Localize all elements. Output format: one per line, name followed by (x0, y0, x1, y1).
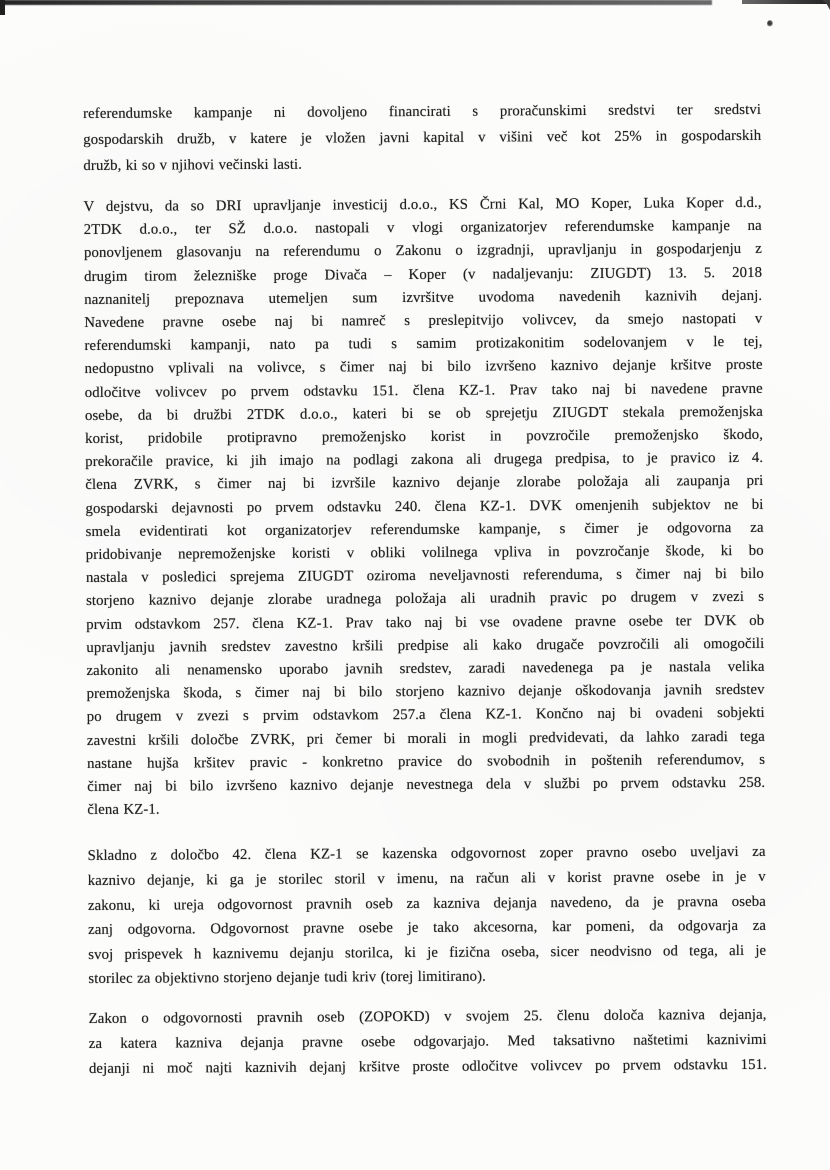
text-line: drugim tirom železniške proge Divača – Koper (v nadaljevanju: ZIUGDT) 13. 5. 2018 (84, 264, 763, 285)
text-line: prvim odstavkom 257. člena KZ-1. Prav tako naj bi vse ovadene pravne osebe ter DVK ob (86, 612, 765, 633)
text-line: referendumski kampanji, nato pa tudi s samim protizakonitim sodelovanjem v le tej, (84, 334, 763, 355)
text-line: za katera kazniva dejanja pravne osebe odgovarjajo. Med taksativno naštetimi kaznivimi (88, 1031, 767, 1053)
paragraph (89, 1003, 767, 1082)
text-line: ponovljenem glasovanju na referendumu o Zakonu o izgradnji, upravljanju in gospodarjenju z (83, 241, 762, 262)
text-line: gospodarskih družb, v katere je vložen javni kapital v višini več kot 25% in gospodarskih (83, 127, 762, 148)
text-line: V dejstvu, da so DRI upravljanje investicij d.o.o., KS Črni Kal, MO Koper, Luka Koper d.d., (83, 194, 762, 215)
text-line: zanj odgovorna. Odgovornost pravne osebe je tako akcesorna, kar pomeni, da odgovarja za (88, 918, 767, 939)
text-line: zakonito ali nenamensko uporabo javnih sredstev, zaradi navedenega pa je nastala velika (86, 658, 765, 680)
scan-speck-artifact (767, 20, 773, 27)
text-line: naznanitelj prepoznava utemeljen sum izvršitve uvodoma navedenih kaznivih dejanj. (84, 287, 763, 308)
text-line: člena ZVRK, s čimer naj bi izvršile kaznivo dejanje zlorabe položaja ali zaupanja pri (85, 473, 764, 494)
text-line: prekoračile pravice, ki jih imajo na podlagi zakona ali drugega predpisa, to je pravico iz 4. (85, 450, 764, 471)
paragraph (83, 97, 761, 179)
text-line: dejanji ni moč najti kaznivih dejanj kršitve proste odločitve volivcev po prvem odstavku 151. (88, 1056, 767, 1078)
text-line: storilec za objektivno storjeno dejanje tudi kriv (torej limitirano). (88, 969, 486, 988)
text-line: odločitve volivcev po prvem odstavku 151. člena KZ-1. Prav tako naj bi navedene pravne (84, 380, 763, 401)
text-line: 2TDK d.o.o., ter SŽ d.o.o. nastopali v vlogi organizatorjev referendumske kampanje na (83, 218, 762, 239)
text-line: Zakon o odgovornosti pravnih oseb (ZOPOKD) v svojem 25. členu določa kazniva dejanja, (88, 1006, 767, 1028)
text-line: svoj prispevek h kaznivemu dejanju storilca, ki je fizična oseba, sicer neodvisno od tega, ali je (88, 942, 767, 963)
text-line: osebe, da bi družbi 2TDK d.o.o., kateri bi se ob sprejetju ZIUGDT stekala premoženjska (84, 403, 763, 424)
text-line: zakonu, ki ureja odgovornost pravnih oseb za kazniva dejanja navedeno, da je pravna oseba (87, 893, 766, 914)
text-line: upravljanju javnih sredstev zavestno kršili predpise ali kako drugače povzročili ali omogočili (86, 635, 765, 656)
text-line: po drugem v zvezi s prvim odstavkom 257.a člena KZ-1. Končno naj bi ovadeni sobjekti (86, 705, 765, 726)
text-line: storjeno kaznivo dejanje zlorabe uradnega položaja ali uradnih pravic po drugem v zvezi s (86, 589, 765, 610)
text-line: nedopustno vplivali na volivce, s čimer naj bi bilo izvršeno kaznivo dejanje kršitve proste (84, 357, 763, 378)
text-line: gospodarski dejavnosti po prvem odstavku 240. člena KZ-1. DVK omenjenih subjektov ne bi (85, 496, 764, 517)
text-line: zavestni kršili določbe ZVRK, pri čemer bi morali in mogli predvidevati, da lahko zaradi tega (86, 728, 765, 749)
text-line: kaznivo dejanje, ki ga je storilec storil v imenu, na račun ali v korist pravne osebe in je v (87, 868, 766, 890)
text-line: člena KZ-1. (87, 801, 160, 819)
scan-edge-top-artifact (0, 0, 712, 5)
paragraph (84, 192, 766, 823)
text-line: korist, pridobile protipravno premoženjsko korist in povzročile premoženjsko škodo, (85, 426, 764, 448)
text-line: čimer naj bi bilo izvršeno kaznivo dejanje nevestnega dela v službi po prvem odstavku 258. (87, 774, 766, 796)
text-line: nastane hujša kršitev pravic - konkretno pravice do svobodnih in poštenih referendumov, s (87, 751, 766, 772)
text-line: Skladno z določbo 42. člena KZ-1 se kazenska odgovornost zoper pravno osebo uveljavi za (87, 844, 766, 865)
text-line: družb, ki so v njihovi večinski lasti. (83, 156, 303, 174)
scan-corner-left-artifact (0, 0, 5, 15)
scan-edge-top-right-artifact (742, 0, 830, 4)
text-line: smela evidentirati kot organizatorjev referendumske kampanje, s čimer je odgovorna za (85, 519, 764, 540)
text-line: Navedene pravne osebe naj bi namreč s preslepitvijo volivcev, da smejo nastopati v (84, 310, 763, 332)
text-line: referendumske kampanje ni dovoljeno financirati s proračunskimi sredstvi ter sredstvi (83, 101, 762, 122)
document-text (83, 97, 767, 1082)
paragraph (88, 840, 767, 992)
text-line: pridobivanje nepremoženjske koristi v obliki volilnega vpliva in povzročanje škode, ki bo (85, 542, 764, 564)
text-line: nastala v posledici sprejema ZIUGDT oziroma neveljavnosti referenduma, s čimer naj bi bilo (85, 566, 764, 587)
text-line: premoženjska škoda, s čimer naj bi bilo storjeno kaznivo dejanje oškodovanja javnih sredstev (86, 682, 765, 703)
